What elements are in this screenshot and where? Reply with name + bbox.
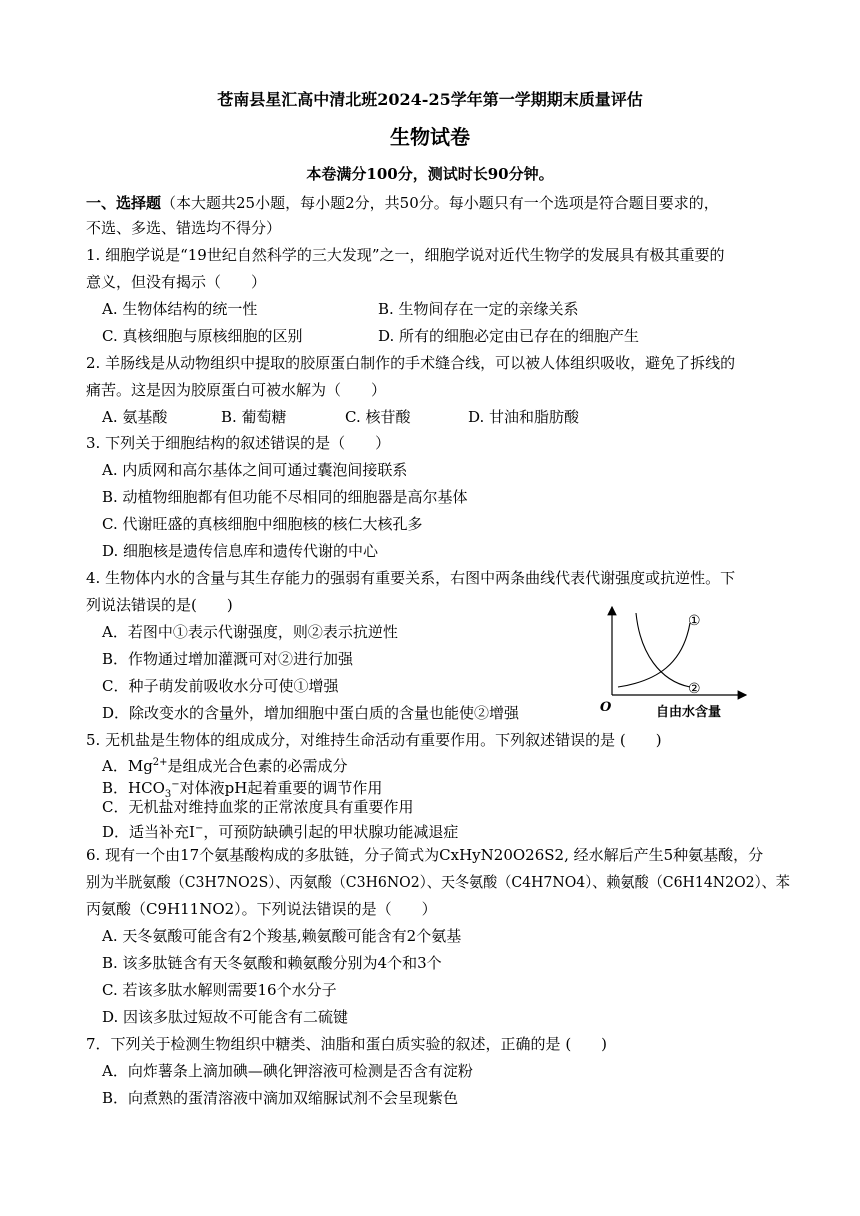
q5-a-rest: 是组成光合色素的必需成分: [167, 757, 348, 775]
q2-stem-2: 痛苦。这是因为胶原蛋白可被水解为（ ）: [86, 381, 387, 399]
q5-b-sub: 3: [164, 789, 172, 800]
q2-option-d: D. 甘油和脂肪酸: [468, 408, 580, 426]
q2-option-a: A. 氨基酸: [102, 408, 168, 426]
q6-stem-2: 别为半胱氨酸（C3H7NO2S）、丙氨酸（C3H6NO2）、天冬氨酸（C4H7NO4）、赖氨酸（C6H14N2O2）、苯: [86, 873, 790, 891]
q1-option-a: A. 生物体结构的统一性: [102, 300, 258, 318]
q5-a-text: A．Mg: [102, 757, 153, 775]
q1-stem-2: 意义，但没有揭示（ ）: [86, 273, 267, 291]
q3-option-d: D. 细胞核是遗传信息库和遗传代谢的中心: [102, 542, 379, 560]
q6-option-b: B. 该多肽链含有天冬氨酸和赖氨酸分别为4个和3个: [102, 954, 442, 972]
curve-1: [618, 623, 690, 687]
curve-2: [636, 613, 690, 687]
score-note: 本卷满分100分，测试时长90分钟。: [306, 165, 554, 183]
x-axis-label: 自由水含量: [656, 705, 722, 720]
q3-stem: 3. 下列关于细胞结构的叙述错误的是（ ）: [86, 434, 391, 452]
q2-option-c: C. 核苷酸: [345, 408, 411, 426]
q5-option-a: [102, 753, 348, 776]
q5-d-text: D．适当补充I: [102, 823, 195, 841]
curve-1-label: ①: [688, 613, 701, 629]
q6-stem-3: 丙氨酸（C9H11NO2）。下列说法错误的是（ ）: [86, 900, 437, 918]
school-title: 苍南县星汇高中清北班2024-25学年第一学期期末质量评估: [217, 90, 643, 109]
q5-b-text: B．HCO: [102, 779, 165, 797]
q4-option-b: B．作物通过增加灌溉可对②进行加强: [102, 650, 354, 668]
origin-label: O: [600, 700, 612, 715]
q5-d-rest: ，可预防缺碘引起的甲状腺功能减退症: [203, 823, 459, 841]
q3-option-a: A. 内质网和高尔基体之间可通过囊泡间接联系: [102, 461, 408, 479]
q6-option-c: C. 若该多肽水解则需要16个水分子: [102, 981, 337, 999]
q6-option-d: D. 因该多肽过短故不可能含有二硫键: [102, 1008, 349, 1026]
q4-option-c: C．种子萌发前吸收水分可使①增强: [102, 677, 339, 695]
q5-b-rest: 对体液pH起着重要的调节作用: [179, 779, 383, 797]
q1-stem-1: 1. 细胞学说是“19世纪自然科学的三大发现”之一，细胞学说对近代生物学的发展具有极其重要的: [86, 246, 725, 264]
water-content-figure: [598, 603, 750, 723]
section-instruction-2: 不选、多选、错选均不得分）: [86, 219, 282, 237]
section-instruction-1: （本大题共25小题，每小题2分，共50分。每小题只有一个选项是符合题目要求的，: [161, 194, 719, 212]
section-header: [86, 193, 719, 213]
q5-option-c: C．无机盐对维持血浆的正常浓度具有重要作用: [102, 798, 414, 816]
q5-a-sup: 2+: [152, 757, 168, 768]
q4-option-d: D．除改变水的含量外，增加细胞中蛋白质的含量也能使②增强: [102, 704, 520, 722]
q5-b-sup: −: [171, 779, 180, 790]
q3-option-c: C. 代谢旺盛的真核细胞中细胞核的核仁大核孔多: [102, 515, 423, 533]
q7-option-b: B．向煮熟的蛋清溶液中滴加双缩脲试剂不会呈现紫色: [102, 1089, 459, 1107]
section-heading: 一、选择题: [86, 194, 162, 212]
curve-2-label: ②: [688, 681, 701, 697]
q6-stem-1: 6. 现有一个由17个氨基酸构成的多肽链，分子简式为CxHyN20O26S2, 经水解后产生5种氨基酸，分: [86, 846, 764, 864]
q5-d-sup: −: [194, 823, 204, 834]
paper-title: 生物试卷: [390, 125, 470, 149]
q1-option-d: D. 所有的细胞必定由已存在的细胞产生: [378, 327, 640, 345]
q5-option-d: [102, 819, 458, 842]
q2-option-b: B. 葡萄糖: [221, 408, 287, 426]
q3-option-b: B. 动植物细胞都有但功能不尽相同的细胞器是高尔基体: [102, 488, 468, 506]
q6-option-a: A. 天冬氨酸可能含有2个羧基,赖氨酸可能含有2个氨基: [102, 927, 462, 945]
q4-stem-2: 列说法错误的是( ): [86, 596, 233, 614]
q1-option-c: C. 真核细胞与原核细胞的区别: [102, 327, 303, 345]
q1-option-b: B. 生物间存在一定的亲缘关系: [378, 300, 579, 318]
q7-stem: 7．下列关于检测生物组织中糖类、油脂和蛋白质实验的叙述，正确的是 ( ): [86, 1035, 608, 1053]
q4-option-a: A．若图中①表示代谢强度，则②表示抗逆性: [102, 623, 398, 641]
q7-option-a: A．向炸薯条上滴加碘—碘化钾溶液可检测是否含有淀粉: [102, 1062, 473, 1080]
q5-stem: 5. 无机盐是生物体的组成成分，对维持生命活动有重要作用。下列叙述错误的是 ( ): [86, 731, 662, 749]
q4-stem-1: 4. 生物体内水的含量与其生存能力的强弱有重要关系，右图中两条曲线代表代谢强度或抗逆性。下: [86, 569, 736, 587]
q2-stem-1: 2. 羊肠线是从动物组织中提取的胶原蛋白制作的手术缝合线，可以被人体组织吸收，避免了拆线的: [86, 354, 736, 372]
